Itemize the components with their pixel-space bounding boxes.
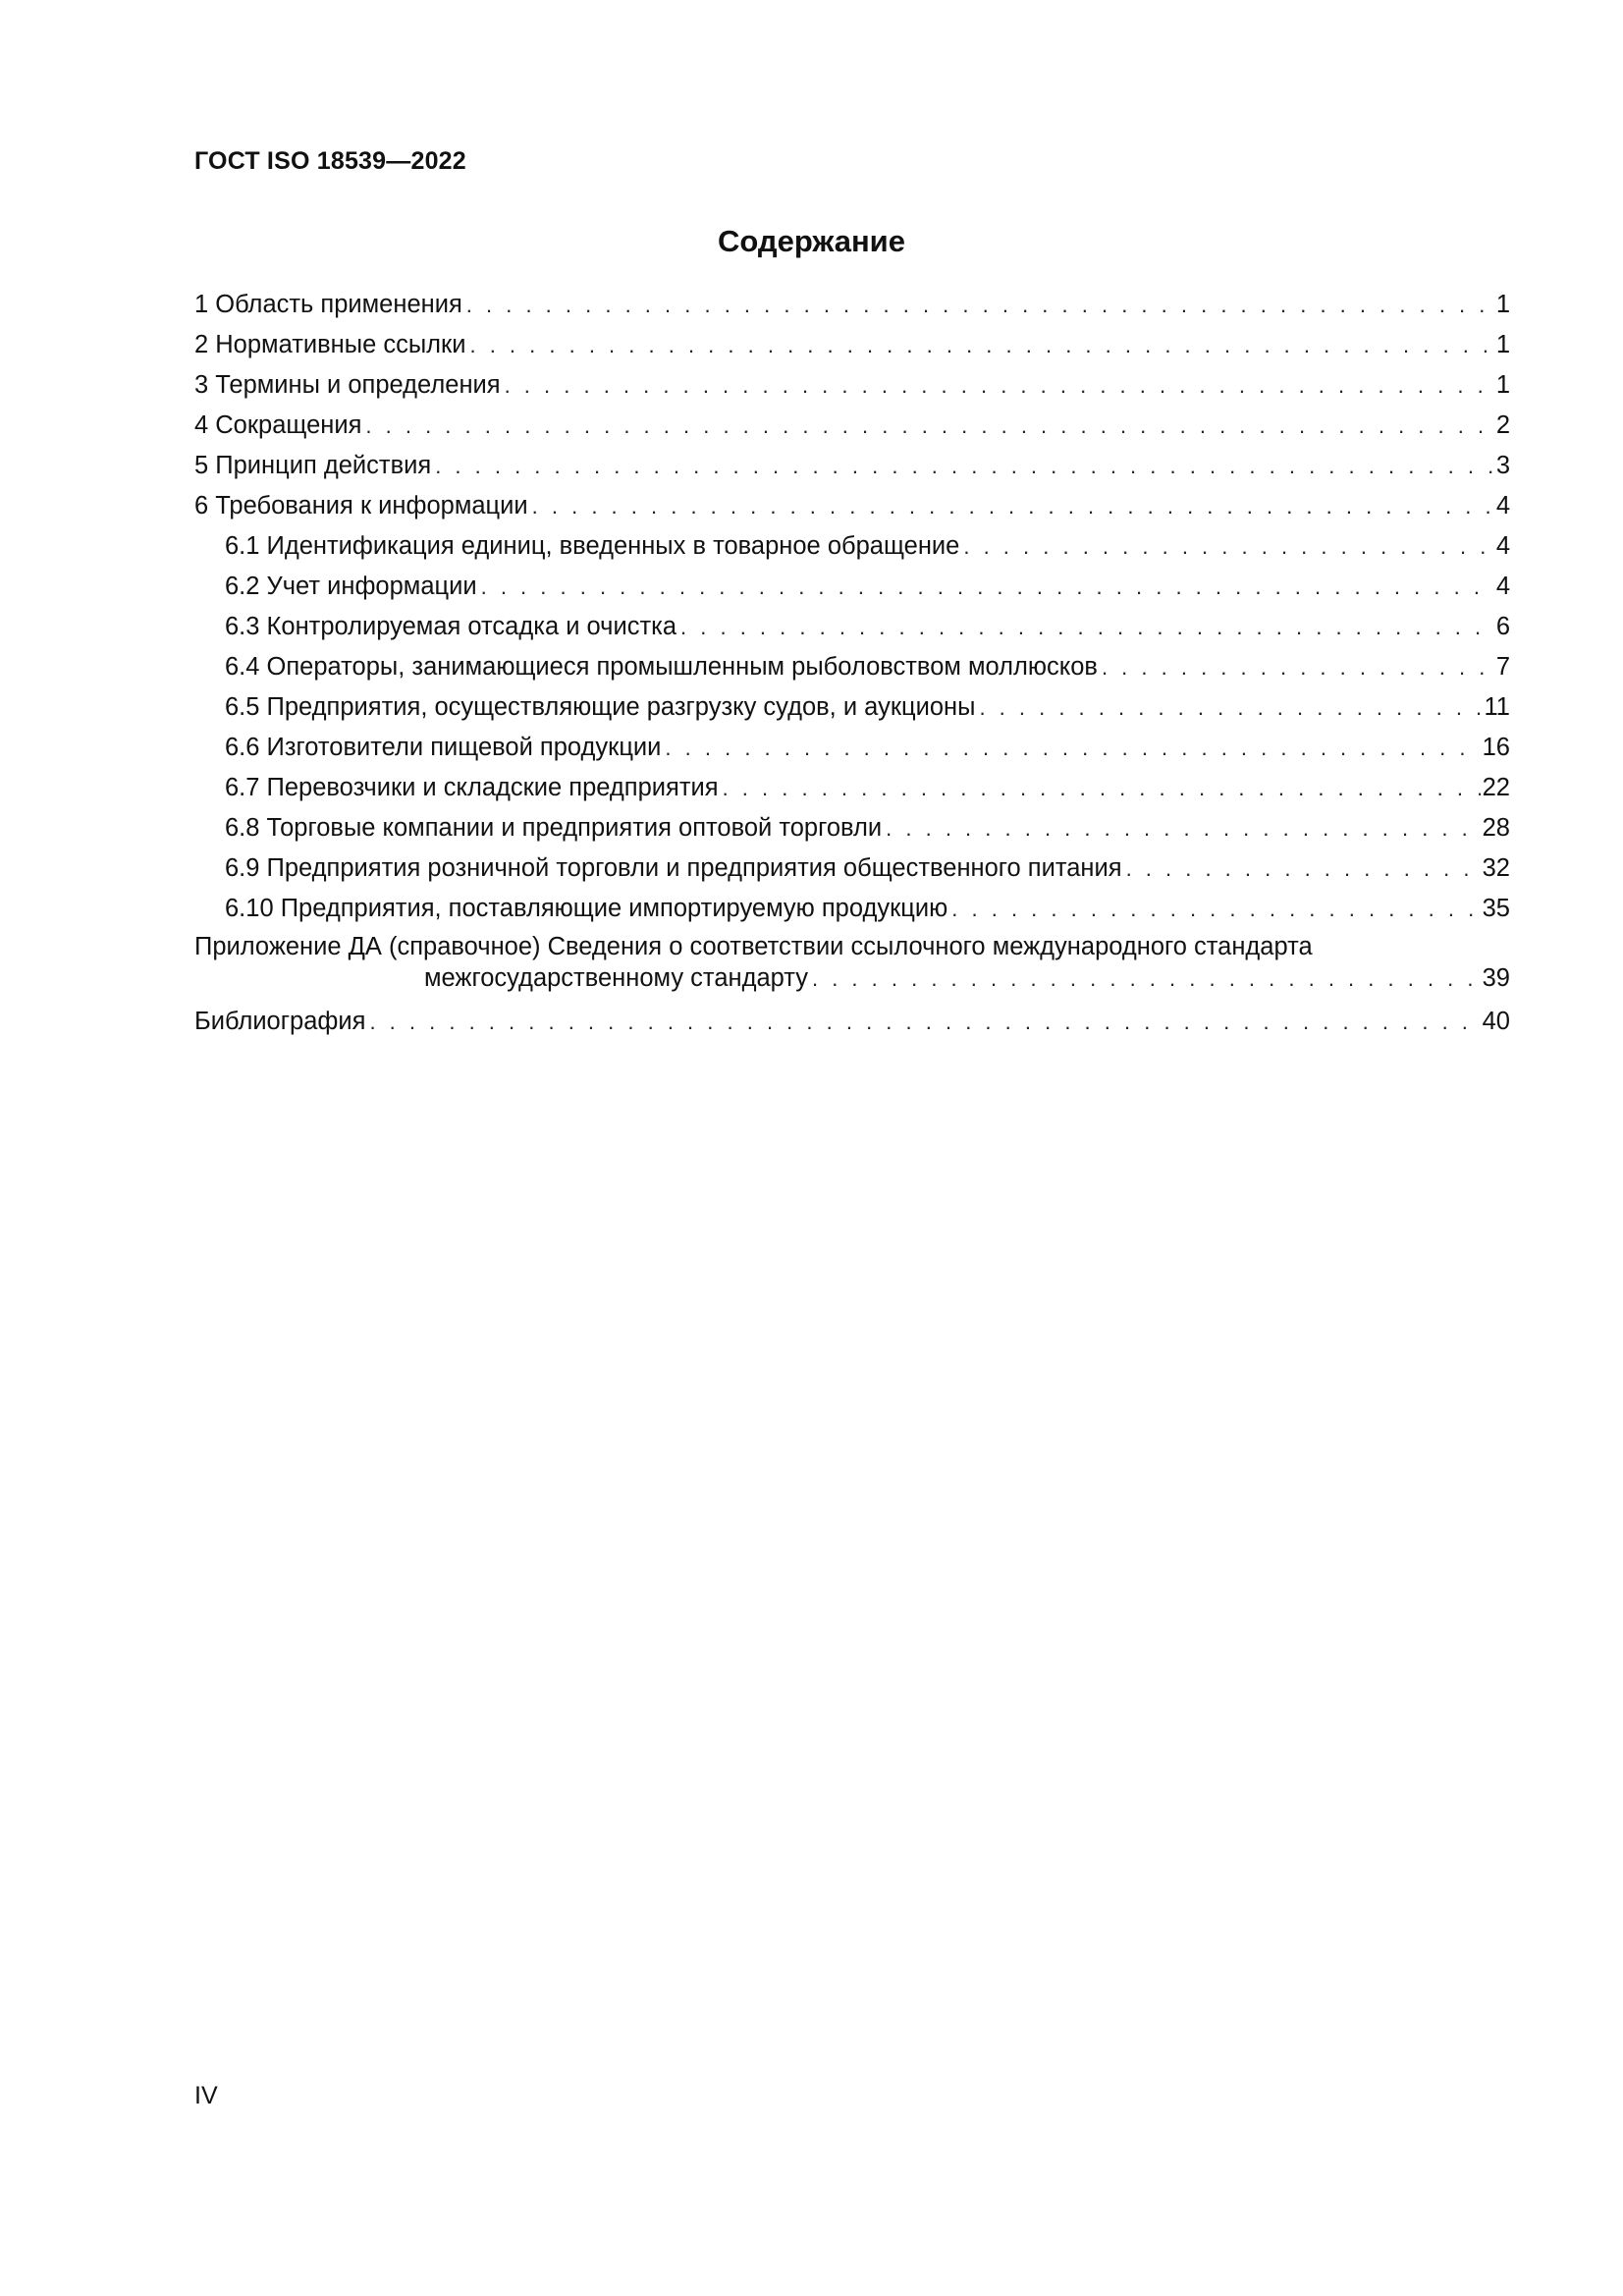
toc-entry-label: Приложение ДА (справочное) Сведения о соответствии ссылочного международного стандарта: [194, 933, 1313, 960]
toc-entry-6-1[interactable]: [194, 526, 1510, 567]
dot-leader: [665, 728, 1480, 768]
toc-entry-page: 1: [1495, 291, 1510, 318]
toc-entry-6-9[interactable]: [194, 848, 1510, 889]
toc-entry-bibliography[interactable]: [194, 1002, 1510, 1042]
toc-entry-label: межгосударственному стандарту: [424, 964, 808, 992]
toc-entry-label: 1 Область применения: [194, 291, 462, 318]
toc-entry-label: 6.4 Операторы, занимающиеся промышленным рыболовством моллюсков: [225, 653, 1098, 681]
toc-entry-page: 4: [1495, 492, 1510, 519]
dot-leader: [886, 808, 1480, 848]
dot-leader: [469, 325, 1493, 365]
toc-entry-page: 40: [1482, 1008, 1510, 1035]
dot-leader: [979, 687, 1482, 728]
toc-entry-label: 6.6 Изготовители пищевой продукции: [225, 734, 662, 761]
toc-entry-5[interactable]: [194, 446, 1510, 486]
toc-entry-page: 4: [1495, 573, 1510, 600]
toc-entry-6-3[interactable]: [194, 607, 1510, 647]
toc-entry-label: 6.3 Контролируемая отсадка и очистка: [225, 613, 677, 640]
toc-entry-6-7[interactable]: [194, 768, 1510, 808]
dot-leader: [963, 526, 1493, 567]
toc-entry-label: 2 Нормативные ссылки: [194, 331, 466, 358]
dot-leader: [723, 768, 1481, 808]
toc-entry-page: 39: [1482, 964, 1510, 992]
toc-entry-continuation: [194, 962, 1510, 995]
toc-title: Содержание: [718, 224, 905, 258]
toc-entry-page: 1: [1495, 371, 1510, 399]
dot-leader: [812, 963, 1481, 995]
toc-entry-2[interactable]: [194, 325, 1510, 365]
toc-entry-6-6[interactable]: [194, 728, 1510, 768]
toc-entry-3[interactable]: [194, 365, 1510, 406]
toc-entry-6-10[interactable]: [194, 889, 1510, 929]
toc-entry-label: 4 Сокращения: [194, 411, 362, 439]
toc-entry-page: 6: [1495, 613, 1510, 640]
dot-leader: [680, 607, 1494, 647]
toc-entry-6[interactable]: [194, 486, 1510, 526]
dot-leader: [369, 1002, 1480, 1042]
toc-entry-label: 6 Требования к информации: [194, 492, 528, 519]
toc-entry-page: 1: [1495, 331, 1510, 358]
dot-leader: [1126, 848, 1481, 889]
dot-leader: [466, 285, 1494, 325]
toc-entry-page: 32: [1482, 854, 1510, 882]
toc-entry-page: 2: [1495, 411, 1510, 439]
page-number: IV: [194, 2082, 218, 2109]
toc-entry-annex-da[interactable]: [194, 931, 1510, 995]
toc-entry-label: 6.8 Торговые компании и предприятия оптовой торговли: [225, 814, 883, 842]
toc-entry-4[interactable]: [194, 406, 1510, 446]
toc-entry-6-2[interactable]: [194, 567, 1510, 607]
document-designation: ГОСТ ISO 18539—2022: [194, 147, 466, 175]
toc-entry-label: 6.1 Идентификация единиц, введенных в товарное обращение: [225, 532, 960, 560]
toc-entry-6-5[interactable]: [194, 687, 1510, 728]
toc-entry-label: 3 Термины и определения: [194, 371, 501, 399]
toc-entry-label: 6.7 Перевозчики и складские предприятия: [225, 774, 719, 801]
toc-entry-label: 5 Принцип действия: [194, 452, 432, 479]
toc-entry-label: 6.5 Предприятия, осуществляющие разгрузку судов, и аукционы: [225, 693, 976, 721]
dot-leader: [365, 406, 1493, 446]
dot-leader: [532, 486, 1494, 526]
toc-entry-6-4[interactable]: [194, 647, 1510, 687]
toc-entry-page: 4: [1495, 532, 1510, 560]
dot-leader: [951, 889, 1480, 929]
toc-entry-page: 16: [1482, 734, 1510, 761]
toc-entry-label: Библиография: [194, 1008, 366, 1035]
toc-entry-page: 28: [1482, 814, 1510, 842]
dot-leader: [1102, 647, 1494, 687]
toc-entry-page: 7: [1495, 653, 1510, 681]
toc-entry-label: 6.9 Предприятия розничной торговли и предприятия общественного питания: [225, 854, 1122, 882]
toc-entry-page: 3: [1495, 452, 1510, 479]
dot-leader: [435, 446, 1494, 486]
toc-entry-1[interactable]: [194, 285, 1510, 325]
toc-entry-6-8[interactable]: [194, 808, 1510, 848]
dot-leader: [481, 567, 1494, 607]
toc-entry-label: 6.2 Учет информации: [225, 573, 477, 600]
table-of-contents: [194, 285, 1510, 1042]
dot-leader: [505, 365, 1494, 406]
toc-entry-page: 22: [1482, 774, 1510, 801]
toc-entry-label: 6.10 Предприятия, поставляющие импортируемую продукцию: [225, 895, 948, 922]
toc-entry-page: 35: [1482, 895, 1510, 922]
toc-entry-page: 11: [1484, 693, 1510, 721]
